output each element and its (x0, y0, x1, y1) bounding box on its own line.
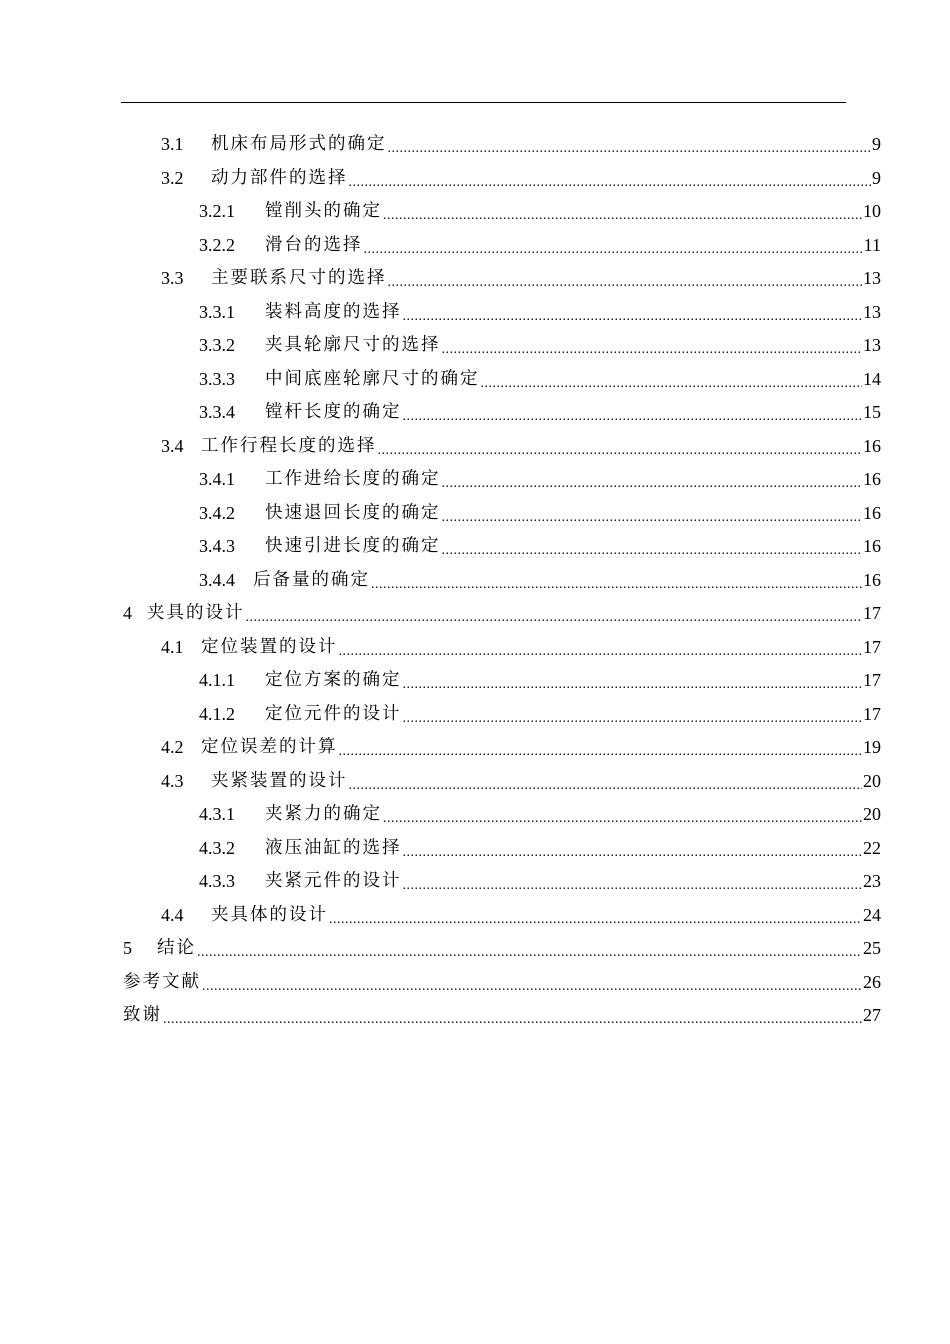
toc-entry[interactable] (0, 430, 950, 463)
toc-entry-number: 4.2 (161, 737, 184, 757)
toc-entry-number: 3.2.1 (199, 201, 235, 221)
toc-entry-number: 3.2 (161, 167, 184, 188)
toc-entry-page: 26 (863, 971, 881, 992)
toc-entry-page: 17 (863, 636, 881, 657)
toc-entry[interactable] (0, 463, 950, 496)
toc-entry-page: 17 (863, 670, 881, 690)
toc-entry-title: 主要联系尺寸的选择 (211, 268, 387, 288)
toc-dot-leader (403, 305, 863, 329)
toc-dot-leader (349, 774, 863, 798)
toc-entry-title: 滑台的选择 (265, 234, 363, 255)
toc-dot-leader (442, 539, 863, 563)
toc-dot-leader (197, 941, 862, 965)
toc-entry-page: 24 (863, 904, 881, 925)
toc-entry-number: 4.3.1 (199, 804, 235, 824)
toc-entry[interactable] (0, 296, 950, 329)
toc-dot-leader (202, 975, 862, 999)
toc-entry[interactable] (0, 329, 950, 362)
toc-entry-page: 13 (863, 301, 881, 322)
toc-dot-leader (383, 204, 862, 228)
toc-entry[interactable] (0, 999, 950, 1032)
toc-entry[interactable] (0, 530, 950, 563)
toc-entry-title: 镗削头的确定 (265, 201, 382, 221)
toc-entry-title: 工作进给长度的确定 (265, 469, 441, 489)
toc-dot-leader (403, 405, 863, 429)
toc-entry-page: 9 (872, 167, 881, 188)
toc-entry-page: 9 (872, 134, 881, 154)
toc-entry-title: 后备量的确定 (253, 569, 370, 590)
toc-entry-number: 4.3.3 (199, 871, 235, 891)
toc-entry[interactable] (0, 597, 950, 630)
toc-dot-leader (388, 137, 872, 161)
toc-entry-number: 4.4 (161, 904, 184, 925)
toc-entry[interactable] (0, 497, 950, 530)
toc-entry-page: 16 (863, 502, 881, 523)
toc-entry[interactable] (0, 932, 950, 965)
toc-entry-title: 镗杆长度的确定 (265, 402, 402, 422)
toc-entry-title: 定位方案的确定 (265, 670, 402, 690)
toc-entry-number: 3.3.1 (199, 301, 235, 322)
toc-entry-number: 4.3 (161, 770, 184, 791)
toc-dot-leader (163, 1008, 862, 1032)
toc-dot-leader (364, 238, 863, 262)
toc-entry-number: 3.4.3 (199, 536, 235, 556)
toc-entry[interactable] (0, 195, 950, 228)
toc-entry-title: 夹紧装置的设计 (211, 770, 348, 791)
toc-entry-page: 16 (863, 536, 881, 556)
toc-entry-page: 25 (863, 938, 881, 958)
toc-entry-page: 16 (863, 469, 881, 489)
toc-entry[interactable] (0, 832, 950, 865)
toc-dot-leader (383, 807, 862, 831)
toc-dot-leader (378, 439, 863, 463)
header-rule (121, 102, 846, 103)
toc-entry[interactable] (0, 664, 950, 697)
toc-entry-title: 夹具的设计 (147, 603, 245, 623)
toc-entry[interactable] (0, 162, 950, 195)
toc-entry-title: 致谢 (123, 1005, 162, 1025)
toc-entry-page: 14 (863, 368, 881, 389)
toc-entry-title: 装料高度的选择 (265, 301, 402, 322)
toc-entry-title: 工作行程长度的选择 (201, 435, 377, 456)
toc-entry[interactable] (0, 798, 950, 831)
toc-entry-number: 3.3.4 (199, 402, 235, 422)
toc-entry-page: 16 (863, 569, 881, 590)
toc-entry-number: 4.3.2 (199, 837, 235, 858)
toc-entry-title: 定位装置的设计 (201, 636, 338, 657)
toc-entry-title: 动力部件的选择 (211, 167, 348, 188)
toc-dot-leader (403, 673, 863, 697)
toc-entry-number: 4.1.2 (199, 703, 235, 724)
toc-dot-leader (403, 874, 863, 898)
toc-dot-leader (339, 740, 863, 764)
toc-entry-number: 3.4.4 (199, 569, 235, 590)
toc-entry-page: 13 (863, 268, 881, 288)
toc-entry-title: 快速引进长度的确定 (265, 536, 441, 556)
toc-entry[interactable] (0, 899, 950, 932)
toc-dot-leader (442, 338, 863, 362)
toc-entry-page: 27 (863, 1005, 881, 1025)
toc-entry[interactable] (0, 229, 950, 262)
toc-dot-leader (403, 707, 863, 731)
toc-entry[interactable] (0, 128, 950, 161)
toc-entry-page: 17 (863, 603, 881, 623)
toc-entry-title: 夹具轮廓尺寸的选择 (265, 335, 441, 355)
toc-entry-number: 4.1.1 (199, 670, 235, 690)
toc-dot-leader (329, 908, 862, 932)
toc-entry-title: 定位误差的计算 (201, 737, 338, 757)
toc-entry-page: 11 (863, 234, 881, 255)
toc-entry[interactable] (0, 698, 950, 731)
toc-entry-page: 19 (863, 737, 881, 757)
toc-entry-title: 快速退回长度的确定 (265, 502, 441, 523)
toc-entry-title: 机床布局形式的确定 (211, 134, 387, 154)
toc-entry-number: 3.3.2 (199, 335, 235, 355)
toc-dot-leader (388, 271, 863, 295)
toc-entry-number: 3.4.2 (199, 502, 235, 523)
toc-entry-number: 5 (123, 938, 132, 958)
toc-entry-title: 结论 (157, 938, 196, 958)
toc-dot-leader (349, 171, 872, 195)
toc-entry[interactable] (0, 765, 950, 798)
toc-entry-page: 13 (863, 335, 881, 355)
toc-entry-page: 20 (863, 770, 881, 791)
toc-entry[interactable] (0, 363, 950, 396)
toc-entry-title: 参考文献 (123, 971, 201, 992)
toc-entry[interactable] (0, 731, 950, 764)
toc-entry-page: 23 (863, 871, 881, 891)
toc-entry-page: 16 (863, 435, 881, 456)
toc-entry-page: 10 (863, 201, 881, 221)
toc-entry-number: 3.4.1 (199, 469, 235, 489)
toc-entry-number: 3.2.2 (199, 234, 235, 255)
toc-entry-title: 夹紧元件的设计 (265, 871, 402, 891)
toc-entry-number: 3.4 (161, 435, 184, 456)
toc-entry-page: 22 (863, 837, 881, 858)
toc-entry-page: 15 (863, 402, 881, 422)
toc-entry-page: 17 (863, 703, 881, 724)
toc-entry[interactable] (0, 865, 950, 898)
toc-entry-page: 20 (863, 804, 881, 824)
toc-entry-number: 3.3 (161, 268, 184, 288)
toc-entry-number: 3.3.3 (199, 368, 235, 389)
toc-entry[interactable] (0, 262, 950, 295)
toc-entry[interactable] (0, 564, 950, 597)
toc-entry[interactable] (0, 396, 950, 429)
toc-entry[interactable] (0, 631, 950, 664)
toc-entry-number: 3.1 (161, 134, 184, 154)
toc-dot-leader (246, 606, 863, 630)
toc-dot-leader (442, 472, 863, 496)
toc-dot-leader (481, 372, 863, 396)
toc-entry[interactable] (0, 966, 950, 999)
toc-entry-title: 夹具体的设计 (211, 904, 328, 925)
toc-entry-title: 液压油缸的选择 (265, 837, 402, 858)
toc-entry-title: 定位元件的设计 (265, 703, 402, 724)
toc-dot-leader (403, 841, 863, 865)
toc-dot-leader (442, 506, 863, 530)
toc-entry-title: 中间底座轮廓尺寸的确定 (265, 368, 480, 389)
toc-entry-number: 4 (123, 603, 132, 623)
toc-entry-title: 夹紧力的确定 (265, 804, 382, 824)
toc-dot-leader (339, 640, 863, 664)
toc-entry-number: 4.1 (161, 636, 184, 657)
toc-dot-leader (371, 573, 862, 597)
